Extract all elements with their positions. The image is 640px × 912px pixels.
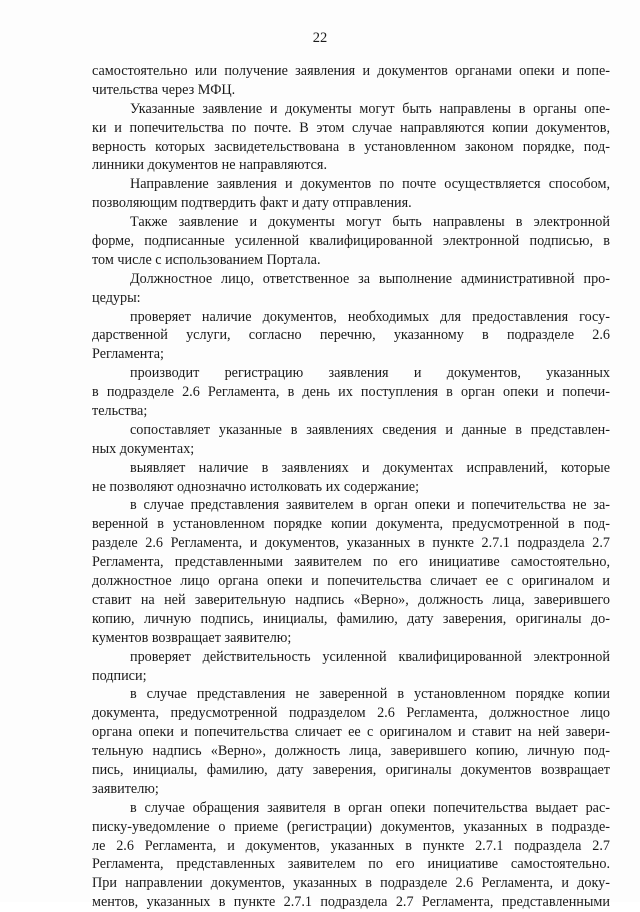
text-line: Регламента, представленными заявителем по его инициативе самостоятельно, — [92, 554, 610, 571]
para-mail-method — [92, 175, 610, 213]
text-line: чительства через МФЦ. — [92, 81, 236, 98]
text-line: самостоятельно или получение заявления и документов органами опеки и попе- — [92, 63, 610, 79]
text-line: Также заявление и документы могут быть направлены в электронной — [130, 214, 610, 231]
text-line: позволяющим подтвердить факт и дату отправления. — [92, 195, 412, 212]
text-line: кументов возвращает заявителю; — [92, 629, 292, 646]
text-line: сопоставляет указанные в заявлениях сведения и данные в представлен- — [130, 421, 610, 438]
text-line: тельства; — [92, 403, 148, 420]
para-electronic — [92, 213, 610, 270]
text-line: ставит на ней заверительную надпись «Верно», должность лица, заверившего — [92, 591, 610, 608]
text-line: ментов, указанных в пункте 2.7.1 подраздела 2.7 Регламента, представленными — [92, 894, 610, 911]
text-line: Регламента, представленных заявителем по его инициативе самостоятельно. — [92, 856, 610, 873]
para-continuation — [92, 62, 610, 100]
text-line: тельную надпись «Верно», должность лица, заверившего копию, личную под- — [92, 743, 610, 760]
text-line: не позволяют однозначно истолковать их содержание; — [92, 478, 420, 495]
text-line: проверяет наличие документов, необходимых для предоставления госу- — [130, 308, 610, 325]
text-line: в подразделе 2.6 Регламента, в день их поступления в орган опеки и попечи- — [92, 384, 610, 401]
text-line: ных документах; — [92, 440, 195, 457]
text-line: в случае представления заявителем в орган опеки и попечительства не за- — [130, 497, 610, 514]
text-line: в случае представления не заверенной в установленном порядке копии — [130, 686, 610, 703]
text-line: в случае обращения заявителя в орган опеки попечительства выдает рас- — [130, 799, 610, 816]
para-signature-check — [92, 648, 610, 686]
text-line: форме, подписанные усиленной квалифицированной электронной подписью, в — [92, 233, 610, 250]
para-compares — [92, 421, 610, 459]
page-number: 22 — [312, 30, 328, 46]
para-mail-copies — [92, 100, 610, 176]
text-line: Должностное лицо, ответственное за выполнение административной про- — [130, 270, 610, 287]
para-registers — [92, 364, 610, 421]
text-line: цедуры: — [92, 289, 141, 306]
para-checks — [92, 308, 610, 365]
text-line: органа опеки и попечительства сличает ее с оригиналом и ставит на ней завери- — [92, 724, 610, 741]
text-line: копию, личную подпись, инициалы, фамилию, дату заверения, оригиналы до- — [92, 610, 610, 627]
text-line: Направление заявления и документов по почте осуществляется способом, — [130, 176, 610, 193]
text-line: том числе с использованием Портала. — [92, 251, 321, 268]
text-line: При направлении документов, указанных в подразделе 2.6 Регламента, и доку- — [92, 875, 610, 892]
text-line: веренной в установленном порядке копии документа, предусмотренной в под- — [92, 516, 610, 533]
text-line: верность которых засвидетельствована в установленном законом порядке, под- — [92, 138, 610, 155]
text-line: проверяет действительность усиленной квалифицированной электронной — [130, 648, 610, 665]
text-line: пись, инициалы, фамилию, дату заверения, оригиналы документов возвращает — [92, 761, 610, 778]
text-line: писку-уведомление о приеме (регистрации) документов, указанных в подразде- — [92, 818, 610, 835]
text-line: ле 2.6 Регламента, и документов, указанных в пункте 2.7.1 подраздела 2.7 — [92, 837, 610, 854]
text-line: Регламента; — [92, 346, 164, 363]
para-official — [92, 270, 610, 308]
text-line: производит регистрацию заявления и документов, указанных — [130, 365, 610, 382]
para-corrections — [92, 459, 610, 497]
para-uncertified-copy-2 — [92, 685, 610, 798]
text-line: документа, предусмотренной подразделом 2.6 Регламента, должностное лицо — [92, 705, 610, 722]
text-line: дарственной услуги, согласно перечню, указанному в подразделе 2.6 — [92, 327, 610, 344]
text-line: выявляет наличие в заявлениях и документах исправлений, которые — [130, 459, 610, 476]
text-line: подписи; — [92, 667, 147, 684]
text-line: линники документов не направляются. — [92, 157, 328, 174]
document-body — [92, 62, 610, 912]
text-line: Указанные заявление и документы могут быть направлены в органы опе- — [130, 100, 610, 117]
text-line: должностное лицо органа опеки и попечительства сличает ее с оригиналом и — [92, 573, 610, 590]
text-line: разделе 2.6 Регламента, и документов, указанных в пункте 2.7.1 подраздела 2.7 — [92, 535, 610, 552]
text-line: ки и попечительства по почте. В этом случае направляются копии документов, — [92, 119, 610, 136]
para-receipt — [92, 799, 610, 912]
text-line: заявителю; — [92, 780, 159, 797]
para-uncertified-copy — [92, 496, 610, 647]
